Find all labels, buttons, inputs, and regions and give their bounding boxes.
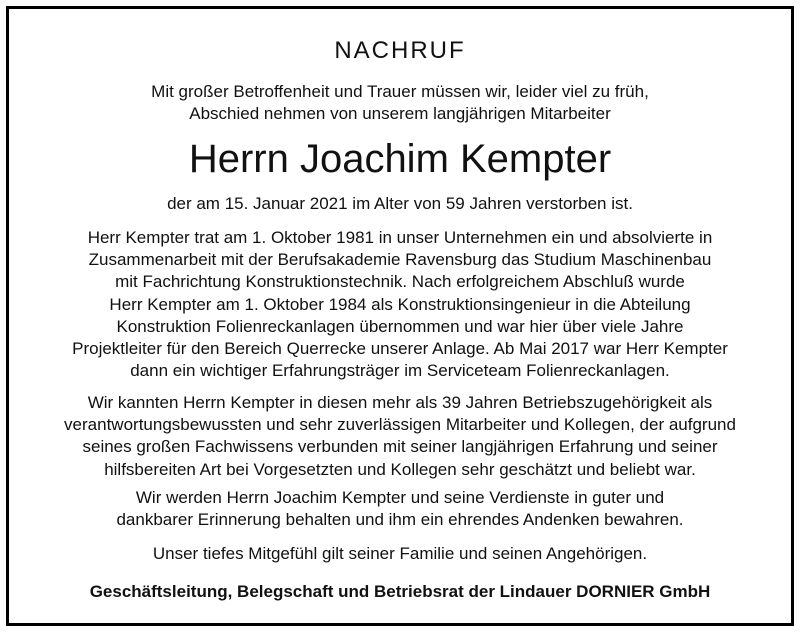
career-paragraph (9, 227, 791, 382)
deceased-name: Herrn Joachim Kempter (188, 137, 612, 181)
paragraph-line: Wir werden Herrn Joachim Kempter und seine Verdienste in guter und (135, 488, 665, 507)
paragraph-line: Herr Kempter trat am 1. Oktober 1981 in unser Unternehmen ein und absolvierte in (87, 228, 713, 247)
death-date-line (9, 193, 791, 215)
paragraph-line: Unser tiefes Mitgefühl gilt seiner Familie und seinen Angehörigen. (152, 544, 648, 563)
remembrance-paragraph (9, 487, 791, 531)
paragraph-line: Konstruktion Folienreckanlagen übernommen und war hier über viele Jahre (116, 316, 684, 336)
notice-content (9, 9, 791, 623)
intro-line: Abschied nehmen von unserem langjährigen Mitarbeiter (189, 104, 611, 123)
paragraph-line: mit Fachrichtung Konstruktionstechnik. Nach erfolgreichem Abschluß wurde (115, 272, 685, 292)
paragraph-line: seines großen Fachwissens verbunden mit seiner langjährigen Erfahrung und seiner (82, 437, 718, 457)
death-date-text: der am 15. Januar 2021 im Alter von 59 Jahren verstorben ist. (167, 194, 633, 213)
paragraph-line: Wir kannten Herrn Kempter in diesen mehr als 39 Jahren Betriebszugehörigkeit als (87, 393, 713, 412)
paragraph-line: hilfsbereiten Art bei Vorgesetzten und Kollegen sehr geschätzt und beliebt war. (104, 459, 696, 479)
intro-text (9, 81, 791, 125)
paragraph-line: dann ein wichtiger Erfahrungsträger im Serviceteam Folienreckanlagen. (130, 361, 670, 381)
signature-line: Geschäftsleitung, Belegschaft und Betriebsrat der Lindauer DORNIER GmbH (89, 582, 711, 601)
paragraph-line: Zusammenarbeit mit der Berufsakademie Ravensburg das Studium Maschinenbau (88, 250, 712, 270)
condolence-paragraph (9, 543, 791, 565)
paragraph-line: dankbarer Erinnerung behalten und ihm ein ehrendes Andenken bewahren. (116, 510, 684, 530)
intro-line: Mit großer Betroffenheit und Trauer müssen wir, leider viel zu früh, (151, 82, 649, 101)
appreciation-paragraph (9, 392, 791, 481)
notice-frame (6, 6, 794, 626)
paragraph-line: verantwortungsbewussten und sehr zuverlässigen Mitarbeiter und Kollegen, der aufgrund (64, 415, 736, 435)
notice-title: NACHRUF (334, 37, 466, 64)
paragraph-line: Herr Kempter am 1. Oktober 1984 als Konstruktionsingenieur in die Abteilung (109, 294, 691, 314)
paragraph-line: Projektleiter für den Bereich Querrecke unserer Anlage. Ab Mai 2017 war Herr Kempter (72, 339, 728, 359)
